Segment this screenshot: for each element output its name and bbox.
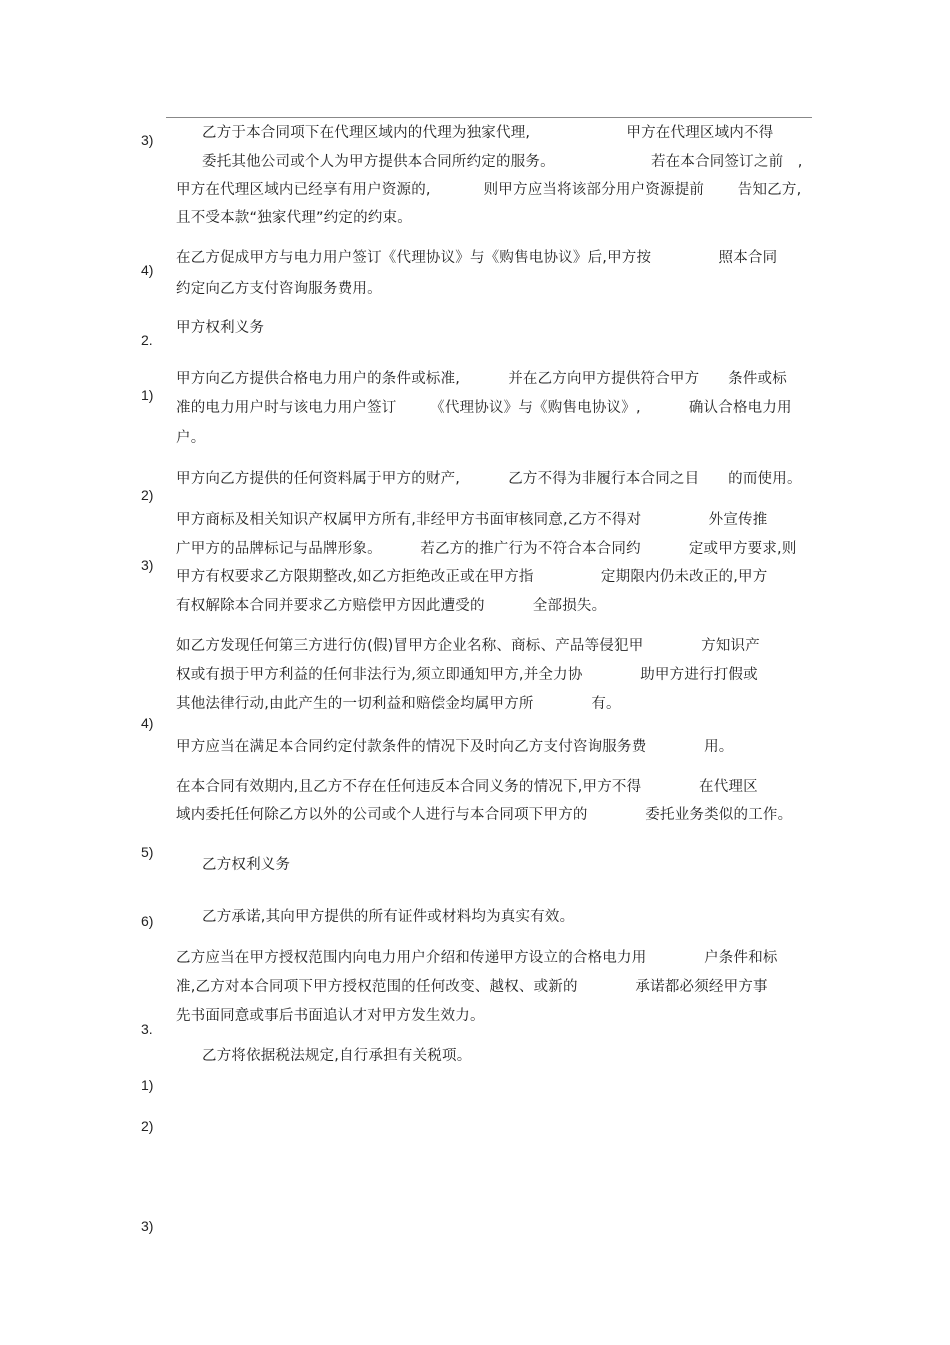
text-line: 委托其他公司或个人为甲方提供本合同所约定的服务。 若在本合同签订之前 , [202,154,803,170]
text-line: 乙方于本合同项下在代理区域内的代理为独家代理, 甲方在代理区域内不得 [202,125,774,141]
text-line: 甲方在代理区域内已经享有用户资源的, 则甲方应当将该部分用户资源提前 告知乙方, [176,182,802,198]
text-line: 甲方向乙方提供合格电力用户的条件或标准, 并在乙方向甲方提供符合甲方 条件或标 [176,371,787,387]
text-line: 且不受本款“独家代理”约定的约束。 [176,210,412,226]
list-marker: 3) [141,557,154,573]
list-marker: 3) [141,1218,154,1234]
section-heading: 乙方权利义务 [202,857,291,873]
text-line: 其他法律行动,由此产生的一切利益和赔偿金均属甲方所 有。 [176,696,621,712]
text-line: 乙方应当在甲方授权范围内向电力用户介绍和传递甲方设立的合格电力用 户条件和标 [176,950,778,966]
text-line: 约定向乙方支付咨询服务费用。 [176,281,382,297]
list-marker: 4) [141,262,154,278]
section-heading: 甲方权利义务 [176,320,265,336]
text-line: 有权解除本合同并要求乙方赔偿甲方因此遭受的 全部损失。 [176,598,607,614]
list-marker: 1) [141,387,154,403]
text-line: 准的电力用户时与该电力用户签订 《代理协议》与《购售电协议》, 确认合格电力用 [176,400,792,416]
text-line: 如乙方发现任何第三方进行仿(假)冒甲方企业名称、商标、产品等侵犯甲 方知识产 [176,638,760,654]
text-line: 乙方将依据税法规定,自行承担有关税项。 [202,1048,472,1064]
list-marker: 2) [141,487,154,503]
list-marker: 5) [141,844,154,860]
list-marker: 1) [141,1077,154,1093]
text-line: 域内委托任何除乙方以外的公司或个人进行与本合同项下甲方的 委托业务类似的工作。 [176,807,793,823]
text-line: 甲方向乙方提供的任何资料属于甲方的财产, 乙方不得为非履行本合同之目 的而使用。 [176,471,802,487]
section-marker: 2. [141,332,153,348]
text-line: 先书面同意或事后书面追认才对甲方发生效力。 [176,1008,485,1024]
text-line: 权或有损于甲方利益的任何非法行为,须立即通知甲方,并全力协 助甲方进行打假或 [176,667,758,683]
list-marker: 4) [141,715,154,731]
text-line: 准,乙方对本合同项下甲方授权范围的任何改变、越权、或新的 承诺都必须经甲方事 [176,979,768,995]
text-line: 在乙方促成甲方与电力用户签订《代理协议》与《购售电协议》后,甲方按 照本合同 [176,250,778,266]
section-marker: 3. [141,1021,153,1037]
text-line: 甲方有权要求乙方限期整改,如乙方拒绝改正或在甲方指 定期限内仍未改正的,甲方 [176,569,768,585]
text-line: 甲方应当在满足本合同约定付款条件的情况下及时向乙方支付咨询服务费 用。 [176,739,734,755]
text-line: 广甲方的品牌标记与品牌形象。 若乙方的推广行为不符合本合同约 定或甲方要求,则 [176,541,797,557]
text-line: 在本合同有效期内,且乙方不存在任何违反本合同义务的情况下,甲方不得 在代理区 [176,779,758,795]
text-line: 乙方承诺,其向甲方提供的所有证件或材料均为真实有效。 [202,909,575,925]
header-rule [166,117,812,118]
list-marker: 2) [141,1118,154,1134]
list-marker: 6) [141,913,154,929]
text-line: 户。 [176,430,206,446]
list-marker: 3) [141,132,154,148]
text-line: 甲方商标及相关知识产权属甲方所有,非经甲方书面审核同意,乙方不得对 外宣传推 [176,512,768,528]
